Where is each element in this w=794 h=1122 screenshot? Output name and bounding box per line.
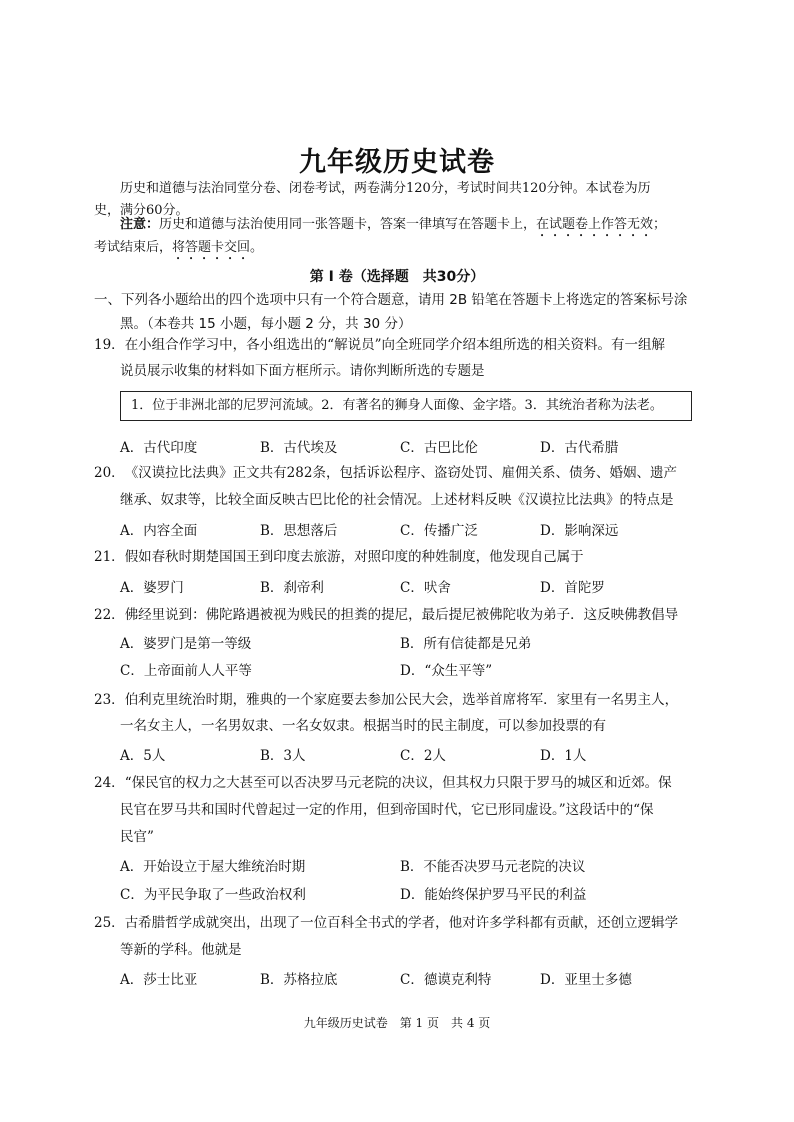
option-a[interactable]: A．莎士比亚 <box>120 972 198 988</box>
intro-text-2: 史，满分60分。 <box>94 203 189 218</box>
question-number: 21． <box>94 549 125 565</box>
option-d[interactable]: D．古代希腊 <box>540 440 619 456</box>
option-c[interactable]: C．上帝面前人人平等 <box>120 663 252 679</box>
question-number: 22． <box>94 607 125 623</box>
option-a[interactable]: A．婆罗门 <box>120 580 184 596</box>
option-b[interactable]: B．古代埃及 <box>260 440 338 456</box>
option-d[interactable]: D．首陀罗 <box>540 580 605 596</box>
option-a[interactable]: A．古代印度 <box>120 440 198 456</box>
question-20-cont: 继承、奴隶等，比较全面反映古巴比伦的社会情况。上述材料反映《汉谟拉比法典》的特点是 <box>120 492 674 508</box>
question-21 <box>94 544 698 571</box>
question-number: 25． <box>94 915 125 931</box>
section-title: 第 I 卷（选择题 共30分） <box>309 269 485 285</box>
question-20 <box>94 460 698 487</box>
option-d[interactable]: D．能始终保护罗马平民的利益 <box>400 887 587 903</box>
notice-label: 注意： <box>120 217 160 232</box>
question-25-cont: 等新的学科。他就是 <box>120 942 242 958</box>
question-text: 《汉谟拉比法典》正文共有282条，包括诉讼程序、盗窃处罚、雇佣关系、债务、婚姻、遗产 <box>124 465 677 481</box>
option-c[interactable]: C．吠舍 <box>400 580 451 596</box>
option-d[interactable]: D．“众生平等” <box>400 663 493 679</box>
question-text: 假如春秋时期楚国国王到印度去旅游，对照印度的种姓制度，他发现自己属于 <box>124 549 584 565</box>
question-24-cont-2: 民官” <box>120 829 154 845</box>
page-title: 九年级历史试卷 <box>299 147 495 178</box>
question-text: 佛经里说到：佛陀路遇被视为贱民的担粪的提尼，最后提尼被佛陀收为弟子．这反映佛教倡导 <box>124 607 679 623</box>
page-footer: 九年级历史试卷 第 1 页 共 4 页 <box>303 1016 491 1030</box>
intro-line-1 <box>94 178 698 200</box>
option-d[interactable]: D．1人 <box>540 748 587 764</box>
question-number: 24． <box>94 775 125 791</box>
question-text: “保民官的权力之大甚至可以否决罗马元老院的决议，但其权力只限于罗马的城区和近郊。保 <box>124 775 672 791</box>
question-24-cont-1: 民官在罗马共和国时代曾起过一定的作用，但到帝国时代，它已形同虚设。”这段话中的“保 <box>120 802 654 818</box>
notice-text-3: 考试结束后， <box>94 240 173 255</box>
notice-text-1: 历史和道德与法治使用同一张答题卡，答案一律填写在答题卡上， <box>159 217 537 232</box>
question-22 <box>94 602 698 629</box>
notice-emphasis-2: 将答题卡交回 <box>172 240 251 255</box>
option-b[interactable]: B．不能否决罗马元老院的决议 <box>400 859 586 875</box>
notice-text-4: 。 <box>250 240 264 255</box>
option-c[interactable]: C．2人 <box>400 748 446 764</box>
question-23 <box>94 687 698 714</box>
question-23-cont: 一名女主人，一名男奴隶、一名女奴隶。根据当时的民主制度，可以参加投票的有 <box>120 718 606 734</box>
option-a[interactable]: A．5人 <box>120 748 166 764</box>
option-a[interactable]: A．婆罗门是第一等级 <box>120 636 252 652</box>
question-text: 伯利克里统治时期，雅典的一个家庭要去参加公民大会，选举首席将军．家里有一名男主人， <box>124 692 679 708</box>
intro-text-1: 历史和道德与法治同堂分卷、闭卷考试，两卷满分120分，考试时间共120分钟。本试卷为历 <box>120 181 651 196</box>
option-b[interactable]: B．思想落后 <box>260 523 338 539</box>
option-b[interactable]: B．3人 <box>260 748 306 764</box>
question-number: 19． <box>94 337 125 353</box>
material-box: 1．位于非洲北部的尼罗河流域。2．有著名的狮身人面像、金字塔。3．其统治者称为法老。 <box>120 391 692 421</box>
question-text: 古希腊哲学成就突出，出现了一位百科全书式的学者，他对许多学科都有贡献，还创立逻辑学 <box>124 915 679 931</box>
question-24 <box>94 770 698 797</box>
option-d[interactable]: D．亚里士多德 <box>540 972 632 988</box>
option-b[interactable]: B．苏格拉底 <box>260 972 338 988</box>
part-one-instruction-1: 一、下列各小题给出的四个选项中只有一个符合题意，请用 2B 铅笔在答题卡上将选定的答案标号涂 <box>94 292 688 308</box>
question-text: 在小组合作学习中，各小组选出的“解说员”向全班同学介绍本组所选的相关资料。有一组解 <box>124 337 665 353</box>
option-c[interactable]: C．古巴比伦 <box>400 440 478 456</box>
question-19-cont: 说员展示收集的材料如下面方框所示。请你判断所选的专题是 <box>120 363 485 379</box>
question-number: 20． <box>94 465 125 481</box>
option-c[interactable]: C．为平民争取了一些政治权利 <box>120 887 306 903</box>
option-d[interactable]: D．影响深远 <box>540 523 619 539</box>
question-25 <box>94 910 698 937</box>
question-number: 23． <box>94 692 125 708</box>
option-a[interactable]: A．内容全面 <box>120 523 198 539</box>
option-c[interactable]: C．德谟克利特 <box>400 972 492 988</box>
notice-text-2: ； <box>653 217 667 232</box>
notice-line-2 <box>94 237 698 263</box>
notice-emphasis-1: 在试题卷上作答无效 <box>536 217 654 232</box>
option-a[interactable]: A．开始设立于屋大维统治时期 <box>120 859 306 875</box>
question-19 <box>94 332 698 359</box>
option-c[interactable]: C．传播广泛 <box>400 523 478 539</box>
option-b[interactable]: B．所有信徒都是兄弟 <box>400 636 532 652</box>
part-one-instruction-2: 黑。（本卷共 15 小题，每小题 2 分，共 30 分） <box>120 316 412 332</box>
option-b[interactable]: B．刹帝利 <box>260 580 324 596</box>
